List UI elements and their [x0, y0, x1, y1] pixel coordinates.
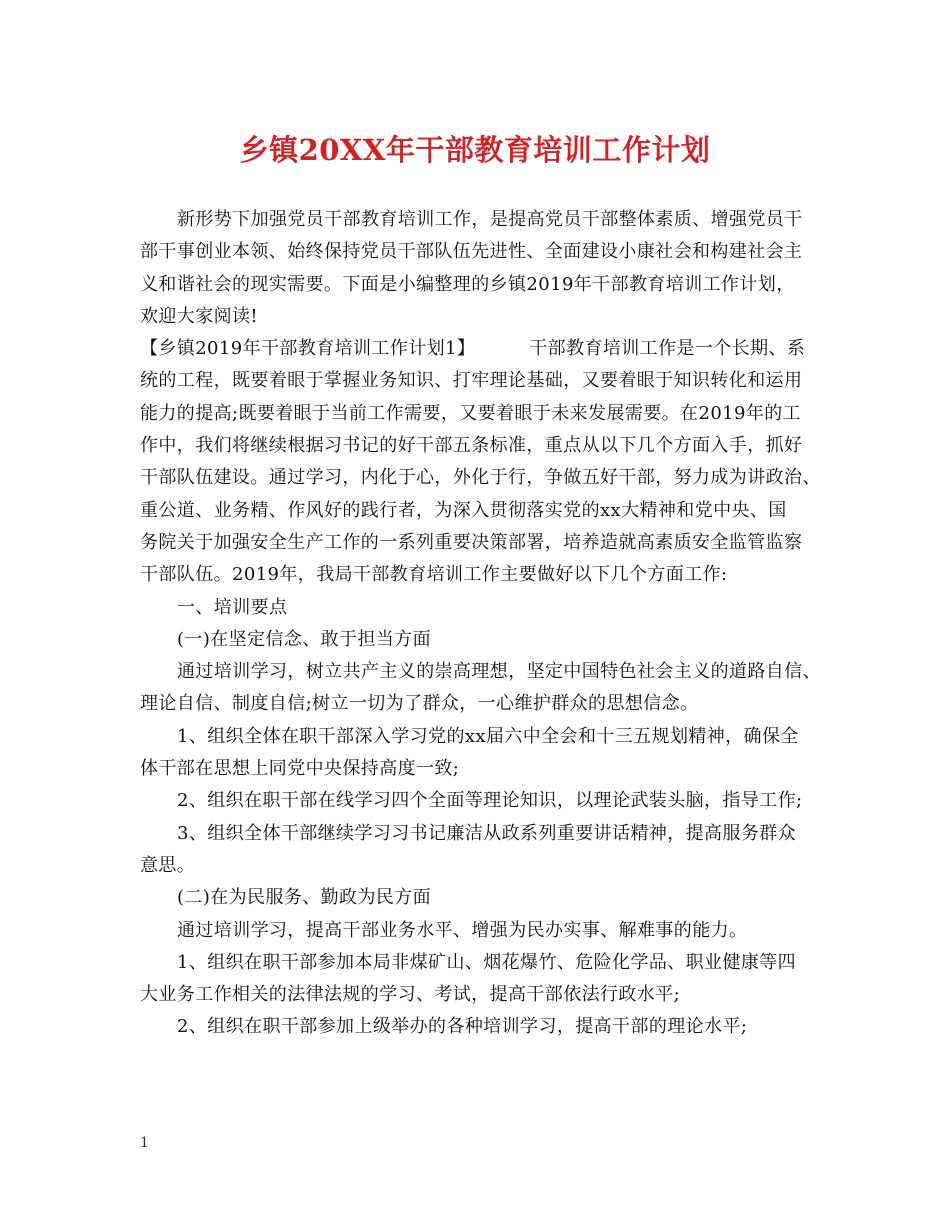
section-heading: 一、培训要点	[177, 596, 288, 618]
list-item-line: 意思。	[140, 854, 196, 876]
list-item-line: 体干部在思想上同党中央保持高度一致;	[140, 758, 460, 780]
document-body	[140, 204, 830, 1044]
list-item-line: 2、组织在职干部参加上级举办的各种培训学习，提高干部的理论水平;	[177, 1016, 748, 1038]
paragraph-line: 部干事创业本领、始终保持党员干部队伍先进性、全面建设小康社会和构建社会主	[140, 241, 803, 263]
paragraph-line: 作中，我们将继续根据习书记的好干部五条标准，重点从以下几个方面入手，抓好	[140, 435, 803, 457]
paragraph-line: 务院关于加强安全生产工作的一系列重要决策部署，培养造就高素质安全监管监察	[140, 531, 803, 553]
list-item-line: 大业务工作相关的法律法规的学习、考试，提高干部依法行政水平;	[140, 984, 681, 1006]
paragraph-line: 干部队伍建设。通过学习，内化于心，外化于行，争做五好干部，努力成为讲政治、	[140, 467, 821, 489]
page-number: 1	[140, 1135, 149, 1151]
subsection-heading: (一)在坚定信念、敢于担当方面	[177, 628, 432, 650]
list-item-line: 3、组织全体干部继续学习习书记廉洁从政系列重要讲话精神，提高服务群众	[177, 822, 797, 844]
paragraph-line: 通过培训学习，树立共产主义的崇高理想，坚定中国特色社会主义的道路自信、	[177, 661, 821, 683]
paragraph-text: 干部教育培训工作是一个长期、系	[529, 338, 806, 360]
paragraph-line: 通过培训学习，提高干部业务水平、增强为民办实事、解难事的能力。	[177, 919, 748, 941]
section-heading-line	[140, 333, 830, 365]
paragraph-line: 新形势下加强党员干部教育培训工作，是提高党员干部整体素质、增强党员干	[177, 209, 803, 230]
subsection-heading: (二)在为民服务、勤政为民方面	[177, 887, 432, 909]
list-item-line: 2、组织在职干部在线学习四个全面等理论知识，以理论武装头脑，指导工作;	[177, 790, 803, 812]
paragraph-line: 能力的提高;既要着眼于当前工作需要，又要着眼于未来发展需要。在2019年的工	[140, 402, 802, 424]
paragraph-line: 干部队伍。2019年，我局干部教育培训工作主要做好以下几个方面工作:	[140, 564, 728, 586]
list-item-line: 1、组织全体在职干部深入学习党的xx届六中全会和十三五规划精神，确保全	[177, 725, 799, 747]
document-title: 乡镇20XX年干部教育培训工作计划	[239, 133, 711, 167]
paragraph-line: 欢迎大家阅读!	[140, 305, 259, 327]
paragraph-line: 统的工程，既要着眼于掌握业务知识、打牢理论基础，又要着眼于知识转化和运用	[140, 370, 803, 392]
list-item-line: 1、组织在职干部参加本局非煤矿山、烟花爆竹、危险化学品、职业健康等四	[177, 951, 797, 973]
paragraph-line: 理论自信、制度自信;树立一切为了群众，一心维护群众的思想信念。	[140, 693, 699, 715]
paragraph-line: 义和谐社会的现实需要。下面是小编整理的乡镇2019年干部教育培训工作计划，	[140, 273, 795, 295]
paragraph-line: 重公道、业务精、作风好的践行者，为深入贯彻落实党的xx大精神和党中央、国	[140, 499, 787, 521]
section-heading: 【乡镇2019年干部教育培训工作计划1】	[140, 338, 476, 360]
